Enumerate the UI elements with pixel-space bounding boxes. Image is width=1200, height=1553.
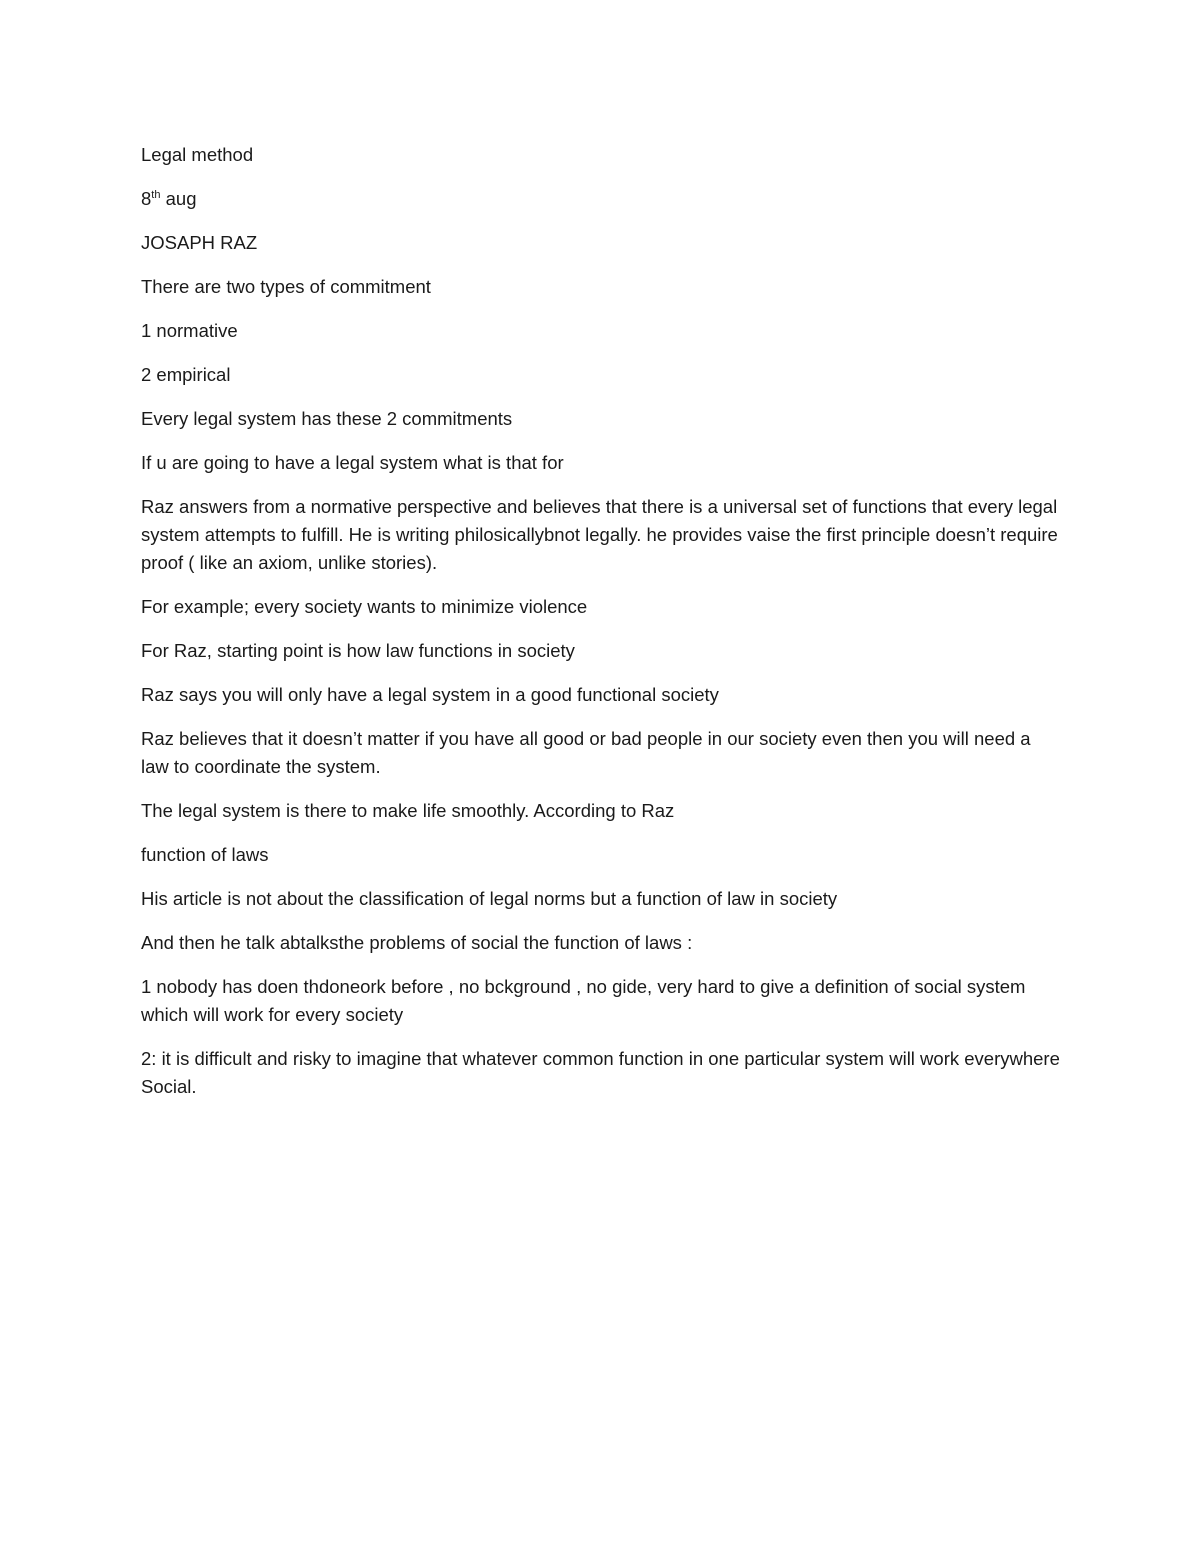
- paragraph: For example; every society wants to minimize violence: [141, 596, 588, 617]
- paragraph: 2: it is difficult and risky to imagine that whatever common function in one particular system will work everywhere Social.: [141, 1048, 1060, 1097]
- date-month: aug: [160, 188, 197, 209]
- paragraph: Raz says you will only have a legal system in a good functional society: [141, 684, 719, 705]
- author-name: JOSAPH RAZ: [141, 232, 258, 253]
- paragraph: The legal system is there to make life smoothly. According to Raz: [141, 800, 675, 821]
- document-title: Legal method: [141, 144, 254, 165]
- paragraph: 2 empirical: [141, 364, 231, 385]
- paragraph: 1 nobody has doen thdoneork before , no bckground , no gide, very hard to give a definition of social system which will work for every society: [141, 976, 1026, 1025]
- paragraph: Raz answers from a normative perspective and believes that there is a universal set of functions that every legal system attempts to fulfill. He is writing philosicallybnot legally. he provides vaise the first principle doesn’t require proof ( like an axiom, unlike stories).: [141, 496, 1058, 573]
- paragraph: And then he talk abtalksthe problems of social the function of laws :: [141, 932, 693, 953]
- paragraph: Every legal system has these 2 commitments: [141, 408, 513, 429]
- paragraph: His article is not about the classification of legal norms but a function of law in society: [141, 888, 838, 909]
- document-date: [141, 185, 1061, 213]
- date-number: 8: [141, 188, 152, 209]
- paragraph: For Raz, starting point is how law functions in society: [141, 640, 575, 661]
- paragraph: function of laws: [141, 844, 269, 865]
- document-body: [141, 141, 1061, 1117]
- paragraph: If u are going to have a legal system what is that for: [141, 452, 564, 473]
- paragraph: There are two types of commitment: [141, 276, 431, 297]
- paragraph: Raz believes that it doesn’t matter if you have all good or bad people in our society even then you will need a law to coordinate the system.: [141, 728, 1031, 777]
- date-suffix: th: [151, 188, 161, 201]
- paragraph: 1 normative: [141, 320, 238, 341]
